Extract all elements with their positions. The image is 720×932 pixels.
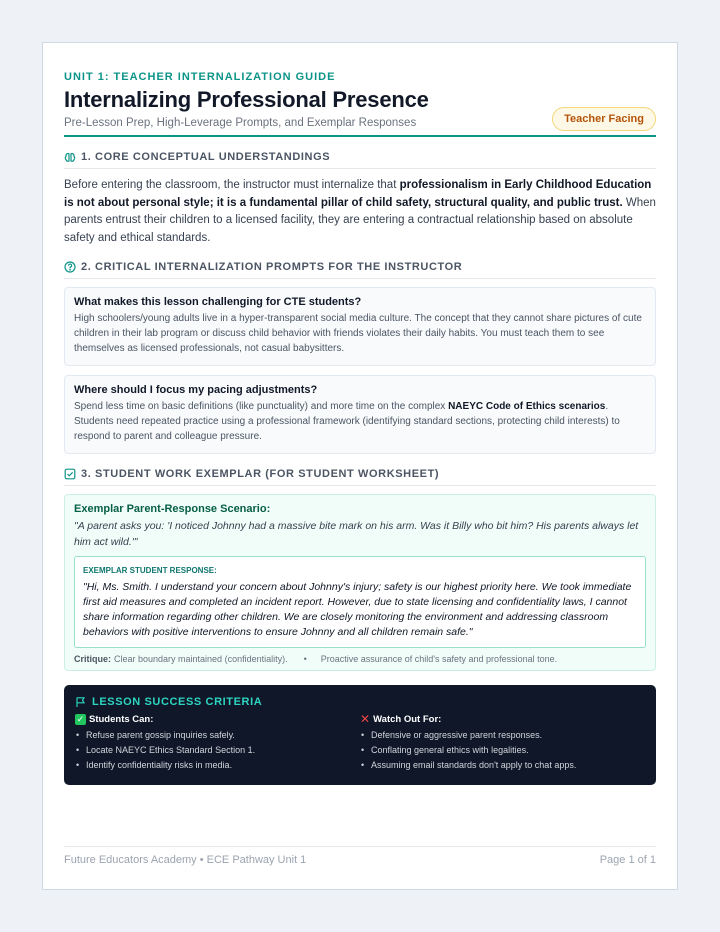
brain-icon: [64, 151, 76, 163]
success-criteria-heading: [75, 696, 645, 708]
list-item: • Conflating general ethics with legalities.: [360, 743, 645, 758]
flag-icon: [75, 696, 87, 708]
section-1-title: 1. CORE CONCEPTUAL UNDERSTANDINGS: [81, 151, 331, 163]
exemplar-response-text: "Hi, Ms. Smith. I understand your concern about Johnny's injury; safety is our highest priority here. We took immediate first aid measures and completed an incident report. However, due to state licensing and confidentiality laws, I cannot share information regarding other children. We are closely monitoring the environment and addressing classroom behaviors with positive interventions to ensure Johnny and all children remain safe.": [83, 581, 632, 638]
header-divider: [64, 135, 656, 137]
list-item: • Defensive or aggressive parent responses.: [360, 728, 645, 743]
list-item: • Assuming email standards don't apply to chat apps.: [360, 758, 645, 773]
footer-page-number: Page 1 of 1: [599, 854, 656, 866]
watch-out-title: [360, 714, 645, 725]
success-criteria-title: LESSON SUCCESS CRITERIA: [92, 696, 263, 708]
exemplar-critique: [74, 654, 646, 664]
students-can-list: [75, 728, 360, 773]
checkbox-icon: [64, 468, 76, 480]
prompt-card: [64, 287, 656, 366]
success-criteria-panel: [64, 685, 656, 785]
critique-point: Proactive assurance of child's safety and professional tone.: [320, 654, 558, 664]
section-2-title: 2. CRITICAL INTERNALIZATION PROMPTS FOR THE INSTRUCTOR: [81, 261, 463, 273]
critique-label: Critique:: [74, 654, 111, 664]
watch-out-list: [360, 728, 645, 773]
students-can-column: [75, 714, 360, 773]
exemplar-box: [64, 494, 656, 671]
prompt-answer: [74, 399, 646, 444]
page-footer: [64, 846, 656, 866]
section-exemplar-heading: [64, 468, 656, 486]
prompt-answer-text: High schoolers/young adults live in a hyper-transparent social media culture. The concept that they cannot share pictures of cute children in their lab program or discuss child behavior with friends violates their daily habits. You must teach them to see themselves as licensed professionals, not casual babysitters.: [74, 313, 642, 354]
title-row: [64, 87, 656, 129]
page-subtitle: Pre-Lesson Prep, High-Leverage Prompts, and Exemplar Responses: [64, 117, 417, 129]
cross-mark-icon: ✕: [360, 712, 371, 726]
section-3-title: 3. STUDENT WORK EXEMPLAR (FOR STUDENT WORKSHEET): [81, 468, 440, 480]
section-prompts-heading: [64, 261, 656, 279]
question-circle-icon: [64, 261, 76, 273]
core-understanding-paragraph: [64, 177, 656, 247]
exemplar-scenario: "A parent asks you: 'I noticed Johnny had a massive bite mark on his arm. Was it Billy who bit him? His parents always let him act wild.'": [74, 520, 639, 548]
unit-kicker: UNIT 1: TEACHER INTERNALIZATION GUIDE: [64, 71, 336, 83]
critique-point: Clear boundary maintained (confidentiality).: [114, 654, 288, 664]
prompt-answer: [74, 311, 646, 356]
prompt-question: What makes this lesson challenging for CTE students?: [74, 296, 362, 308]
section-core-understandings-heading: [64, 151, 656, 169]
core-text-lead: Before entering the classroom, the instructor must internalize that: [64, 179, 400, 191]
students-can-label: Students Can:: [89, 714, 154, 725]
exemplar-response-label: EXEMPLAR STUDENT RESPONSE:: [83, 566, 217, 575]
check-mark-icon: ✓: [76, 714, 85, 724]
critique-separator: •: [303, 654, 307, 664]
core-text-emphasis: professionalism in Early Childhood Education is not about personal style; it is a fundamental pillar of child safety, structural quality, and public trust.: [64, 179, 652, 209]
exemplar-title: Exemplar Parent-Response Scenario:: [74, 503, 271, 515]
page-title: Internalizing Professional Presence: [64, 87, 429, 112]
exemplar-response-box: [74, 556, 646, 648]
prompt-card: [64, 375, 656, 454]
list-item: • Refuse parent gossip inquiries safely.: [75, 728, 360, 743]
prompt-question: Where should I focus my pacing adjustments?: [74, 384, 318, 396]
prompt-answer-tail: . Students need repeated practice using a professional framework (identifying standard sections, protecting child interests) to respond to parent and colleague pressure.: [74, 401, 620, 442]
core-text-tail: When parents entrust their children to a licensed facility, they are entering a contractual relationship based on absolute safety and ethical standards.: [64, 196, 656, 244]
watch-out-label: Watch Out For:: [373, 714, 442, 725]
audience-badge: Teacher Facing: [552, 107, 656, 131]
prompt-answer-emphasis: NAEYC Code of Ethics scenarios: [448, 401, 606, 412]
students-can-title: [75, 714, 360, 725]
list-item: • Locate NAEYC Ethics Standard Section 1.: [75, 743, 360, 758]
document-page: [42, 42, 678, 890]
watch-out-column: [360, 714, 645, 773]
criteria-columns: [75, 714, 645, 773]
prompt-answer-lead: Spend less time on basic definitions (like punctuality) and more time on the complex: [74, 401, 449, 412]
footer-program: Future Educators Academy • ECE Pathway Unit 1: [64, 854, 307, 866]
list-item: • Identify confidentiality risks in media.: [75, 758, 360, 773]
